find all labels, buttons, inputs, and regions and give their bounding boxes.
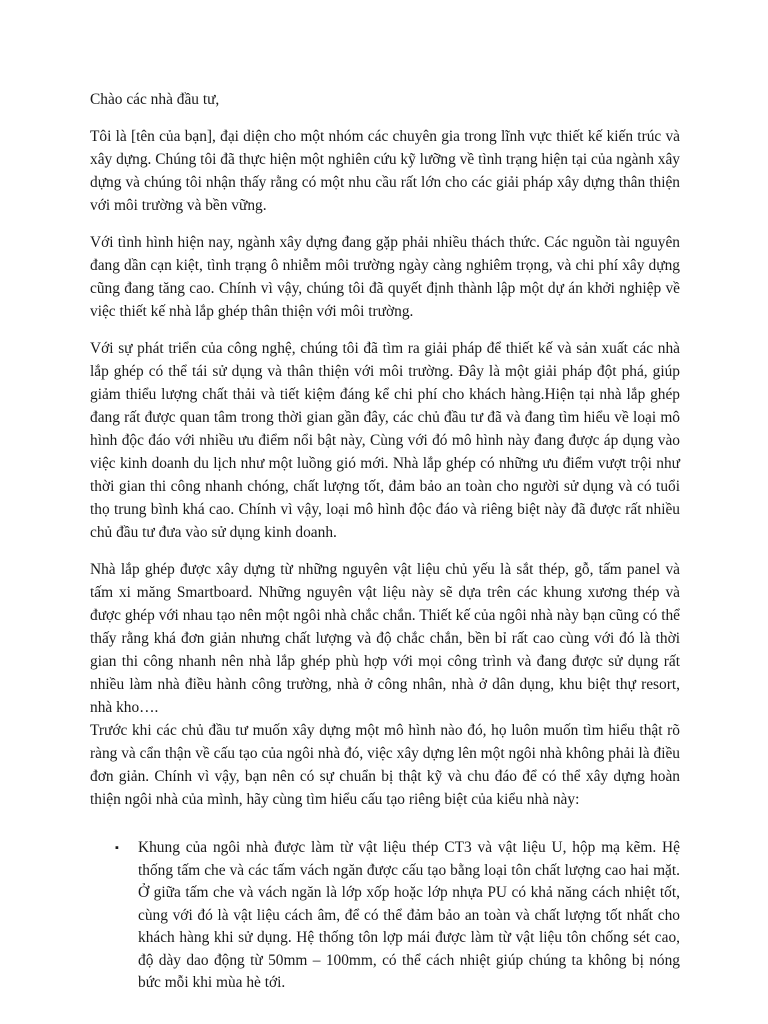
document-page (90, 88, 680, 995)
square-bullet-icon: ▪ (115, 842, 119, 854)
paragraph-challenges: Với tình hình hiện nay, ngành xây dựng đang gặp phải nhiều thách thức. Các nguồn tài nguyên đang dần cạn kiệt, tình trạng ô nhiễm môi trường ngày càng nghiêm trọng, và chi phí xây dựng cũng đang tăng cao. Chính vì vậy, chúng tôi đã quyết định thành lập một dự án khởi nghiệp về việc thiết kế nhà lắp ghép thân thiện với môi trường. (90, 234, 680, 320)
paragraph-intro: Tôi là [tên của bạn], đại diện cho một nhóm các chuyên gia trong lĩnh vực thiết kế kiến trúc và xây dựng. Chúng tôi đã thực hiện một nghiên cứu kỹ lưỡng về tình trạng hiện tại của ngành xây dựng và chúng tôi nhận thấy rằng có một nhu cầu rất lớn cho các giải pháp xây dựng thân thiện với môi trường và bền vững. (90, 128, 680, 214)
greeting: Chào các nhà đầu tư, (90, 91, 220, 108)
paragraph-solution: Với sự phát triển của công nghệ, chúng tôi đã tìm ra giải pháp để thiết kế và sản xuất các nhà lắp ghép có thể tái sử dụng và thân thiện với môi trường. Đây là một giải pháp đột phá, giúp giảm thiểu lượng chất thải và tiết kiệm đáng kể chi phí cho khách hàng.Hiện tại nhà lắp ghép đang rất được quan tâm trong thời gian gần đây, các chủ đầu tư đã và đang tìm hiểu về loại mô hình độc đáo với nhiều ưu điểm nổi bật này, Cùng với đó mô hình này đang được áp dụng vào việc kinh doanh du lịch như một luồng gió mới. Nhà lắp ghép có những ưu điểm vượt trội như thời gian thi công nhanh chóng, chất lượng tốt, đảm bảo an toàn cho người sử dụng và có tuổi thọ trung bình khá cao. Chính vì vậy, loại mô hình độc đáo và riêng biệt này đã được rất nhiều chủ đầu tư đưa vào sử dụng kinh doanh. (90, 340, 680, 541)
paragraph-materials: Nhà lắp ghép được xây dựng từ những nguyên vật liệu chủ yếu là sắt thép, gỗ, tấm panel và tấm xi măng Smartboard. Những nguyên vật liệu này sẽ dựa trên các khung xương thép và được ghép với nhau tạo nên một ngôi nhà chắc chắn. Thiết kế của ngôi nhà này bạn cũng có thể thấy rằng khá đơn giản nhưng chất lượng và độ chắc chắn, bền bỉ rất cao cùng với đó là thời gian thi công nhanh nên nhà lắp ghép phù hợp với mọi công trình và đang được sử dụng rất nhiều làm nhà điều hành công trường, nhà ở công nhân, nhà ở dân dụng, khu biệt thự resort, nhà kho…. (90, 561, 680, 716)
structure-bullet-list (90, 837, 680, 995)
bullet-text: Khung của ngôi nhà được làm từ vật liệu thép CT3 và vật liệu U, hộp mạ kẽm. Hệ thống tấm che và các tấm vách ngăn được cấu tạo bằng loại tôn chất lượng cao hai mặt. Ở giữa tấm che và vách ngăn là lớp xốp hoặc lớp nhựa PU có khả năng cách nhiệt tốt, cùng với đó là vật liệu cách âm, để có thể đảm bảo an toàn và chất lượng tốt nhất cho khách hàng khi sử dụng. Hệ thống tôn lợp mái được làm từ vật liệu tôn chống sét cao, độ dày dao động từ 50mm – 100mm, có thể cách nhiệt giúp chúng ta không bị nóng bức mỗi khi mùa hè tới. (138, 839, 680, 991)
paragraph-structure-intro: Trước khi các chủ đầu tư muốn xây dựng một mô hình nào đó, họ luôn muốn tìm hiểu thật rõ ràng và cẩn thận về cấu tạo của ngôi nhà đó, việc xây dựng lên một ngôi nhà không phải là điều đơn giản. Chính vì vậy, bạn nên có sự chuẩn bị thật kỹ và chu đáo để có thể xây dựng hoàn thiện ngôi nhà của mình, hãy cùng tìm hiểu cấu tạo riêng biệt của kiểu nhà này: (90, 722, 680, 808)
list-item (90, 837, 680, 995)
